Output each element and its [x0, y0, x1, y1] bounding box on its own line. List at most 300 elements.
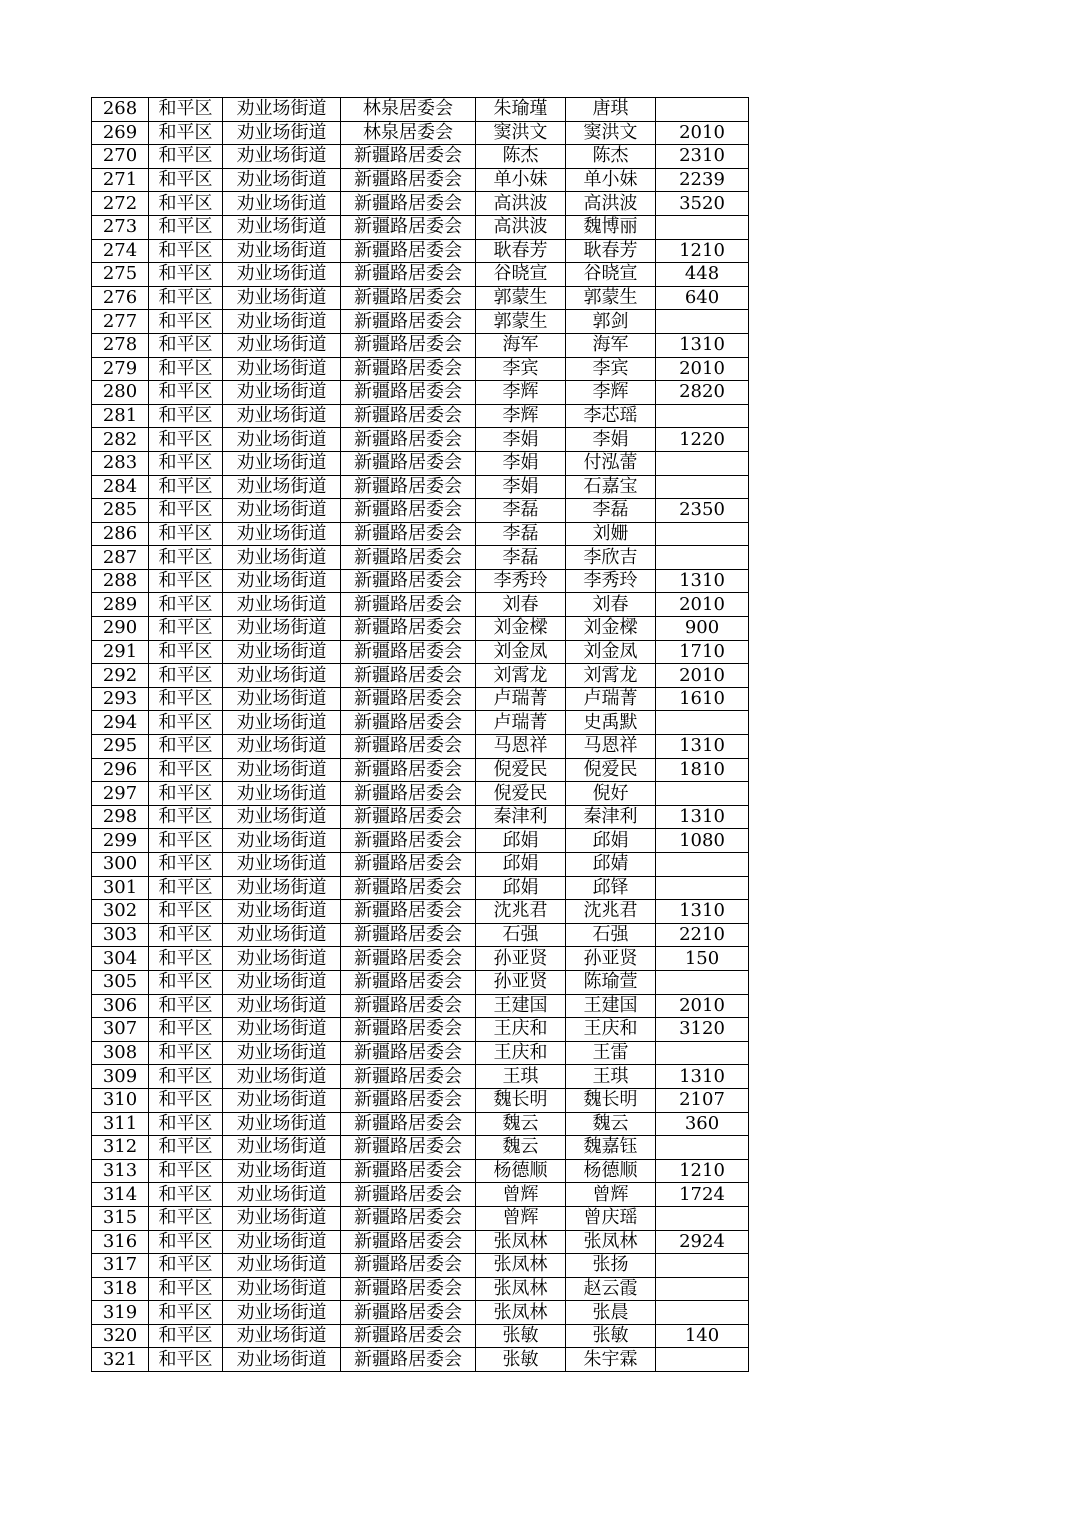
member-name-cell: 张敏: [566, 1324, 656, 1348]
household-head-cell: 王庆和: [476, 1041, 566, 1065]
table-row: [92, 829, 749, 853]
committee-cell: 新疆路居委会: [341, 900, 476, 924]
amount-cell: 1310: [656, 333, 749, 357]
member-name-cell: 卢瑞菁: [566, 687, 656, 711]
street-cell: 劝业场街道: [223, 1254, 341, 1278]
row-number-cell: 305: [92, 970, 149, 994]
street-cell: 劝业场街道: [223, 970, 341, 994]
amount-cell: 1810: [656, 758, 749, 782]
district-cell: 和平区: [149, 853, 223, 877]
street-cell: 劝业场街道: [223, 1277, 341, 1301]
table-row: [92, 192, 749, 216]
amount-cell: 1080: [656, 829, 749, 853]
table-row: [92, 1301, 749, 1325]
row-number-cell: 306: [92, 994, 149, 1018]
table-row: [92, 381, 749, 405]
district-cell: 和平区: [149, 876, 223, 900]
district-cell: 和平区: [149, 381, 223, 405]
district-cell: 和平区: [149, 947, 223, 971]
committee-cell: 新疆路居委会: [341, 664, 476, 688]
table-row: [92, 1018, 749, 1042]
row-number-cell: 301: [92, 876, 149, 900]
street-cell: 劝业场街道: [223, 1183, 341, 1207]
member-name-cell: 李娟: [566, 428, 656, 452]
amount-cell: 640: [656, 286, 749, 310]
amount-cell: [656, 1301, 749, 1325]
amount-cell: 1220: [656, 428, 749, 452]
committee-cell: 新疆路居委会: [341, 970, 476, 994]
amount-cell: [656, 711, 749, 735]
amount-cell: 2310: [656, 145, 749, 169]
table-row: [92, 735, 749, 759]
district-cell: 和平区: [149, 900, 223, 924]
household-head-cell: 王庆和: [476, 1018, 566, 1042]
member-name-cell: 李欣吉: [566, 546, 656, 570]
member-name-cell: 李宾: [566, 357, 656, 381]
district-cell: 和平区: [149, 404, 223, 428]
row-number-cell: 302: [92, 900, 149, 924]
district-cell: 和平区: [149, 1254, 223, 1278]
district-cell: 和平区: [149, 98, 223, 122]
street-cell: 劝业场街道: [223, 569, 341, 593]
district-cell: 和平区: [149, 687, 223, 711]
table-row: [92, 711, 749, 735]
amount-cell: [656, 215, 749, 239]
street-cell: 劝业场街道: [223, 876, 341, 900]
household-head-cell: 窦洪文: [476, 121, 566, 145]
committee-cell: 新疆路居委会: [341, 192, 476, 216]
household-head-cell: 李秀玲: [476, 569, 566, 593]
member-name-cell: 秦津利: [566, 805, 656, 829]
table-row: [92, 1183, 749, 1207]
row-number-cell: 292: [92, 664, 149, 688]
committee-cell: 新疆路居委会: [341, 711, 476, 735]
amount-cell: [656, 98, 749, 122]
table-row: [92, 522, 749, 546]
household-head-cell: 魏长明: [476, 1088, 566, 1112]
committee-cell: 新疆路居委会: [341, 1301, 476, 1325]
table-row: [92, 451, 749, 475]
row-number-cell: 275: [92, 263, 149, 287]
committee-cell: 新疆路居委会: [341, 1324, 476, 1348]
table-row: [92, 593, 749, 617]
committee-cell: 新疆路居委会: [341, 215, 476, 239]
amount-cell: 2239: [656, 168, 749, 192]
committee-cell: 新疆路居委会: [341, 1018, 476, 1042]
member-name-cell: 朱宇霖: [566, 1348, 656, 1372]
committee-cell: 新疆路居委会: [341, 617, 476, 641]
table-row: [92, 475, 749, 499]
amount-cell: [656, 782, 749, 806]
member-name-cell: 魏嘉钰: [566, 1136, 656, 1160]
row-number-cell: 288: [92, 569, 149, 593]
row-number-cell: 307: [92, 1018, 149, 1042]
street-cell: 劝业场街道: [223, 263, 341, 287]
committee-cell: 新疆路居委会: [341, 1183, 476, 1207]
household-head-cell: 王琪: [476, 1065, 566, 1089]
table-row: [92, 239, 749, 263]
street-cell: 劝业场街道: [223, 593, 341, 617]
member-name-cell: 刘春: [566, 593, 656, 617]
street-cell: 劝业场街道: [223, 1348, 341, 1372]
amount-cell: [656, 310, 749, 334]
committee-cell: 林泉居委会: [341, 98, 476, 122]
table-row: [92, 98, 749, 122]
table-row: [92, 758, 749, 782]
district-cell: 和平区: [149, 923, 223, 947]
member-name-cell: 陈杰: [566, 145, 656, 169]
committee-cell: 新疆路居委会: [341, 499, 476, 523]
row-number-cell: 279: [92, 357, 149, 381]
table-row: [92, 546, 749, 570]
row-number-cell: 284: [92, 475, 149, 499]
district-cell: 和平区: [149, 310, 223, 334]
amount-cell: [656, 1277, 749, 1301]
committee-cell: 新疆路居委会: [341, 145, 476, 169]
district-cell: 和平区: [149, 168, 223, 192]
district-cell: 和平区: [149, 1041, 223, 1065]
amount-cell: [656, 451, 749, 475]
household-head-cell: 邱娟: [476, 829, 566, 853]
district-cell: 和平区: [149, 451, 223, 475]
committee-cell: 新疆路居委会: [341, 735, 476, 759]
street-cell: 劝业场街道: [223, 215, 341, 239]
table-row: [92, 782, 749, 806]
table-row: [92, 1159, 749, 1183]
household-head-cell: 张凤林: [476, 1277, 566, 1301]
amount-cell: 150: [656, 947, 749, 971]
row-number-cell: 283: [92, 451, 149, 475]
amount-cell: 1210: [656, 1159, 749, 1183]
district-cell: 和平区: [149, 970, 223, 994]
table-row: [92, 357, 749, 381]
district-cell: 和平区: [149, 805, 223, 829]
row-number-cell: 320: [92, 1324, 149, 1348]
table-row: [92, 853, 749, 877]
table-row: [92, 1230, 749, 1254]
member-name-cell: 海军: [566, 333, 656, 357]
member-name-cell: 王庆和: [566, 1018, 656, 1042]
table-row: [92, 1136, 749, 1160]
row-number-cell: 321: [92, 1348, 149, 1372]
table-row: [92, 805, 749, 829]
table-row: [92, 569, 749, 593]
member-name-cell: 石嘉宝: [566, 475, 656, 499]
committee-cell: 新疆路居委会: [341, 1088, 476, 1112]
street-cell: 劝业场街道: [223, 947, 341, 971]
district-cell: 和平区: [149, 1277, 223, 1301]
street-cell: 劝业场街道: [223, 121, 341, 145]
street-cell: 劝业场街道: [223, 617, 341, 641]
household-head-cell: 李娟: [476, 428, 566, 452]
row-number-cell: 310: [92, 1088, 149, 1112]
amount-cell: [656, 1348, 749, 1372]
table-row: [92, 876, 749, 900]
street-cell: 劝业场街道: [223, 853, 341, 877]
committee-cell: 新疆路居委会: [341, 1136, 476, 1160]
household-head-cell: 孙亚贤: [476, 970, 566, 994]
row-number-cell: 293: [92, 687, 149, 711]
amount-cell: 1724: [656, 1183, 749, 1207]
committee-cell: 新疆路居委会: [341, 1277, 476, 1301]
district-cell: 和平区: [149, 1112, 223, 1136]
amount-cell: 3520: [656, 192, 749, 216]
street-cell: 劝业场街道: [223, 735, 341, 759]
member-name-cell: 刘金樑: [566, 617, 656, 641]
district-cell: 和平区: [149, 640, 223, 664]
district-cell: 和平区: [149, 428, 223, 452]
district-cell: 和平区: [149, 546, 223, 570]
member-name-cell: 李辉: [566, 381, 656, 405]
street-cell: 劝业场街道: [223, 923, 341, 947]
street-cell: 劝业场街道: [223, 333, 341, 357]
row-number-cell: 314: [92, 1183, 149, 1207]
row-number-cell: 272: [92, 192, 149, 216]
household-head-cell: 魏云: [476, 1136, 566, 1160]
district-cell: 和平区: [149, 664, 223, 688]
table-row: [92, 617, 749, 641]
amount-cell: 448: [656, 263, 749, 287]
street-cell: 劝业场街道: [223, 286, 341, 310]
household-head-cell: 孙亚贤: [476, 947, 566, 971]
row-number-cell: 270: [92, 145, 149, 169]
amount-cell: [656, 876, 749, 900]
household-head-cell: 单小妹: [476, 168, 566, 192]
committee-cell: 新疆路居委会: [341, 569, 476, 593]
table-row: [92, 499, 749, 523]
member-name-cell: 唐琪: [566, 98, 656, 122]
street-cell: 劝业场街道: [223, 239, 341, 263]
row-number-cell: 312: [92, 1136, 149, 1160]
table-row: [92, 1065, 749, 1089]
committee-cell: 新疆路居委会: [341, 640, 476, 664]
amount-cell: [656, 1206, 749, 1230]
table-row: [92, 640, 749, 664]
member-name-cell: 单小妹: [566, 168, 656, 192]
household-head-cell: 李磊: [476, 499, 566, 523]
committee-cell: 新疆路居委会: [341, 475, 476, 499]
household-head-cell: 谷晓宣: [476, 263, 566, 287]
amount-cell: 1210: [656, 239, 749, 263]
table-row: [92, 970, 749, 994]
row-number-cell: 291: [92, 640, 149, 664]
committee-cell: 新疆路居委会: [341, 451, 476, 475]
household-head-cell: 李娟: [476, 475, 566, 499]
committee-cell: 新疆路居委会: [341, 428, 476, 452]
committee-cell: 新疆路居委会: [341, 381, 476, 405]
row-number-cell: 289: [92, 593, 149, 617]
household-head-cell: 马恩祥: [476, 735, 566, 759]
street-cell: 劝业场街道: [223, 451, 341, 475]
row-number-cell: 274: [92, 239, 149, 263]
member-name-cell: 邱婧: [566, 853, 656, 877]
district-cell: 和平区: [149, 121, 223, 145]
row-number-cell: 304: [92, 947, 149, 971]
district-cell: 和平区: [149, 357, 223, 381]
district-cell: 和平区: [149, 1348, 223, 1372]
household-head-cell: 高洪波: [476, 215, 566, 239]
row-number-cell: 316: [92, 1230, 149, 1254]
member-name-cell: 李芯瑶: [566, 404, 656, 428]
member-name-cell: 曾辉: [566, 1183, 656, 1207]
household-head-cell: 耿春芳: [476, 239, 566, 263]
district-cell: 和平区: [149, 522, 223, 546]
table-row: [92, 687, 749, 711]
street-cell: 劝业场街道: [223, 758, 341, 782]
row-number-cell: 300: [92, 853, 149, 877]
amount-cell: 1310: [656, 735, 749, 759]
committee-cell: 新疆路居委会: [341, 310, 476, 334]
committee-cell: 新疆路居委会: [341, 1254, 476, 1278]
street-cell: 劝业场街道: [223, 1136, 341, 1160]
household-head-cell: 郭蒙生: [476, 310, 566, 334]
district-cell: 和平区: [149, 286, 223, 310]
district-cell: 和平区: [149, 782, 223, 806]
amount-cell: 2010: [656, 593, 749, 617]
amount-cell: [656, 404, 749, 428]
amount-cell: [656, 1041, 749, 1065]
amount-cell: [656, 853, 749, 877]
row-number-cell: 268: [92, 98, 149, 122]
district-cell: 和平区: [149, 239, 223, 263]
street-cell: 劝业场街道: [223, 475, 341, 499]
street-cell: 劝业场街道: [223, 1041, 341, 1065]
table-row: [92, 286, 749, 310]
household-head-cell: 朱瑜瑾: [476, 98, 566, 122]
household-head-cell: 刘金凤: [476, 640, 566, 664]
street-cell: 劝业场街道: [223, 829, 341, 853]
row-number-cell: 315: [92, 1206, 149, 1230]
street-cell: 劝业场街道: [223, 310, 341, 334]
table-row: [92, 664, 749, 688]
committee-cell: 新疆路居委会: [341, 1206, 476, 1230]
amount-cell: 2010: [656, 121, 749, 145]
committee-cell: 新疆路居委会: [341, 923, 476, 947]
table-row: [92, 1088, 749, 1112]
street-cell: 劝业场街道: [223, 687, 341, 711]
member-name-cell: 王建国: [566, 994, 656, 1018]
amount-cell: 1310: [656, 805, 749, 829]
row-number-cell: 290: [92, 617, 149, 641]
household-head-cell: 倪爱民: [476, 758, 566, 782]
member-name-cell: 魏云: [566, 1112, 656, 1136]
district-cell: 和平区: [149, 829, 223, 853]
household-head-cell: 高洪波: [476, 192, 566, 216]
committee-cell: 新疆路居委会: [341, 687, 476, 711]
household-head-cell: 李娟: [476, 451, 566, 475]
committee-cell: 新疆路居委会: [341, 1112, 476, 1136]
member-name-cell: 李磊: [566, 499, 656, 523]
amount-cell: 2010: [656, 994, 749, 1018]
amount-cell: [656, 1136, 749, 1160]
member-name-cell: 张晨: [566, 1301, 656, 1325]
household-head-cell: 刘金樑: [476, 617, 566, 641]
amount-cell: 140: [656, 1324, 749, 1348]
committee-cell: 新疆路居委会: [341, 333, 476, 357]
member-name-cell: 付泓蕾: [566, 451, 656, 475]
amount-cell: 2350: [656, 499, 749, 523]
district-cell: 和平区: [149, 1088, 223, 1112]
row-number-cell: 282: [92, 428, 149, 452]
committee-cell: 新疆路居委会: [341, 758, 476, 782]
household-head-cell: 刘霄龙: [476, 664, 566, 688]
household-head-cell: 张凤林: [476, 1301, 566, 1325]
household-head-cell: 杨德顺: [476, 1159, 566, 1183]
street-cell: 劝业场街道: [223, 1159, 341, 1183]
street-cell: 劝业场街道: [223, 168, 341, 192]
district-cell: 和平区: [149, 1136, 223, 1160]
district-cell: 和平区: [149, 1159, 223, 1183]
table-row: [92, 1206, 749, 1230]
committee-cell: 新疆路居委会: [341, 404, 476, 428]
member-name-cell: 高洪波: [566, 192, 656, 216]
data-table: [91, 97, 749, 1372]
street-cell: 劝业场街道: [223, 404, 341, 428]
street-cell: 劝业场街道: [223, 522, 341, 546]
amount-cell: 1310: [656, 1065, 749, 1089]
district-cell: 和平区: [149, 145, 223, 169]
member-name-cell: 谷晓宣: [566, 263, 656, 287]
committee-cell: 新疆路居委会: [341, 994, 476, 1018]
district-cell: 和平区: [149, 215, 223, 239]
table-row: [92, 404, 749, 428]
row-number-cell: 285: [92, 499, 149, 523]
member-name-cell: 张扬: [566, 1254, 656, 1278]
district-cell: 和平区: [149, 1183, 223, 1207]
district-cell: 和平区: [149, 1065, 223, 1089]
amount-cell: 360: [656, 1112, 749, 1136]
amount-cell: [656, 522, 749, 546]
street-cell: 劝业场街道: [223, 428, 341, 452]
household-head-cell: 魏云: [476, 1112, 566, 1136]
row-number-cell: 281: [92, 404, 149, 428]
row-number-cell: 309: [92, 1065, 149, 1089]
table-row: [92, 145, 749, 169]
household-head-cell: 王建国: [476, 994, 566, 1018]
member-name-cell: 倪爱民: [566, 758, 656, 782]
table-row: [92, 994, 749, 1018]
street-cell: 劝业场街道: [223, 192, 341, 216]
amount-cell: 1710: [656, 640, 749, 664]
committee-cell: 新疆路居委会: [341, 286, 476, 310]
household-head-cell: 李磊: [476, 522, 566, 546]
household-head-cell: 邱娟: [476, 853, 566, 877]
street-cell: 劝业场街道: [223, 98, 341, 122]
amount-cell: [656, 546, 749, 570]
row-number-cell: 303: [92, 923, 149, 947]
amount-cell: 2210: [656, 923, 749, 947]
household-head-cell: 陈杰: [476, 145, 566, 169]
household-head-cell: 郭蒙生: [476, 286, 566, 310]
street-cell: 劝业场街道: [223, 1065, 341, 1089]
committee-cell: 新疆路居委会: [341, 239, 476, 263]
table-row: [92, 947, 749, 971]
member-name-cell: 李秀玲: [566, 569, 656, 593]
household-head-cell: 邱娟: [476, 876, 566, 900]
row-number-cell: 296: [92, 758, 149, 782]
committee-cell: 新疆路居委会: [341, 853, 476, 877]
street-cell: 劝业场街道: [223, 994, 341, 1018]
household-head-cell: 秦津利: [476, 805, 566, 829]
row-number-cell: 286: [92, 522, 149, 546]
street-cell: 劝业场街道: [223, 1206, 341, 1230]
household-head-cell: 倪爱民: [476, 782, 566, 806]
committee-cell: 新疆路居委会: [341, 1041, 476, 1065]
member-name-cell: 魏长明: [566, 1088, 656, 1112]
household-head-cell: 沈兆君: [476, 900, 566, 924]
member-name-cell: 沈兆君: [566, 900, 656, 924]
amount-cell: [656, 970, 749, 994]
